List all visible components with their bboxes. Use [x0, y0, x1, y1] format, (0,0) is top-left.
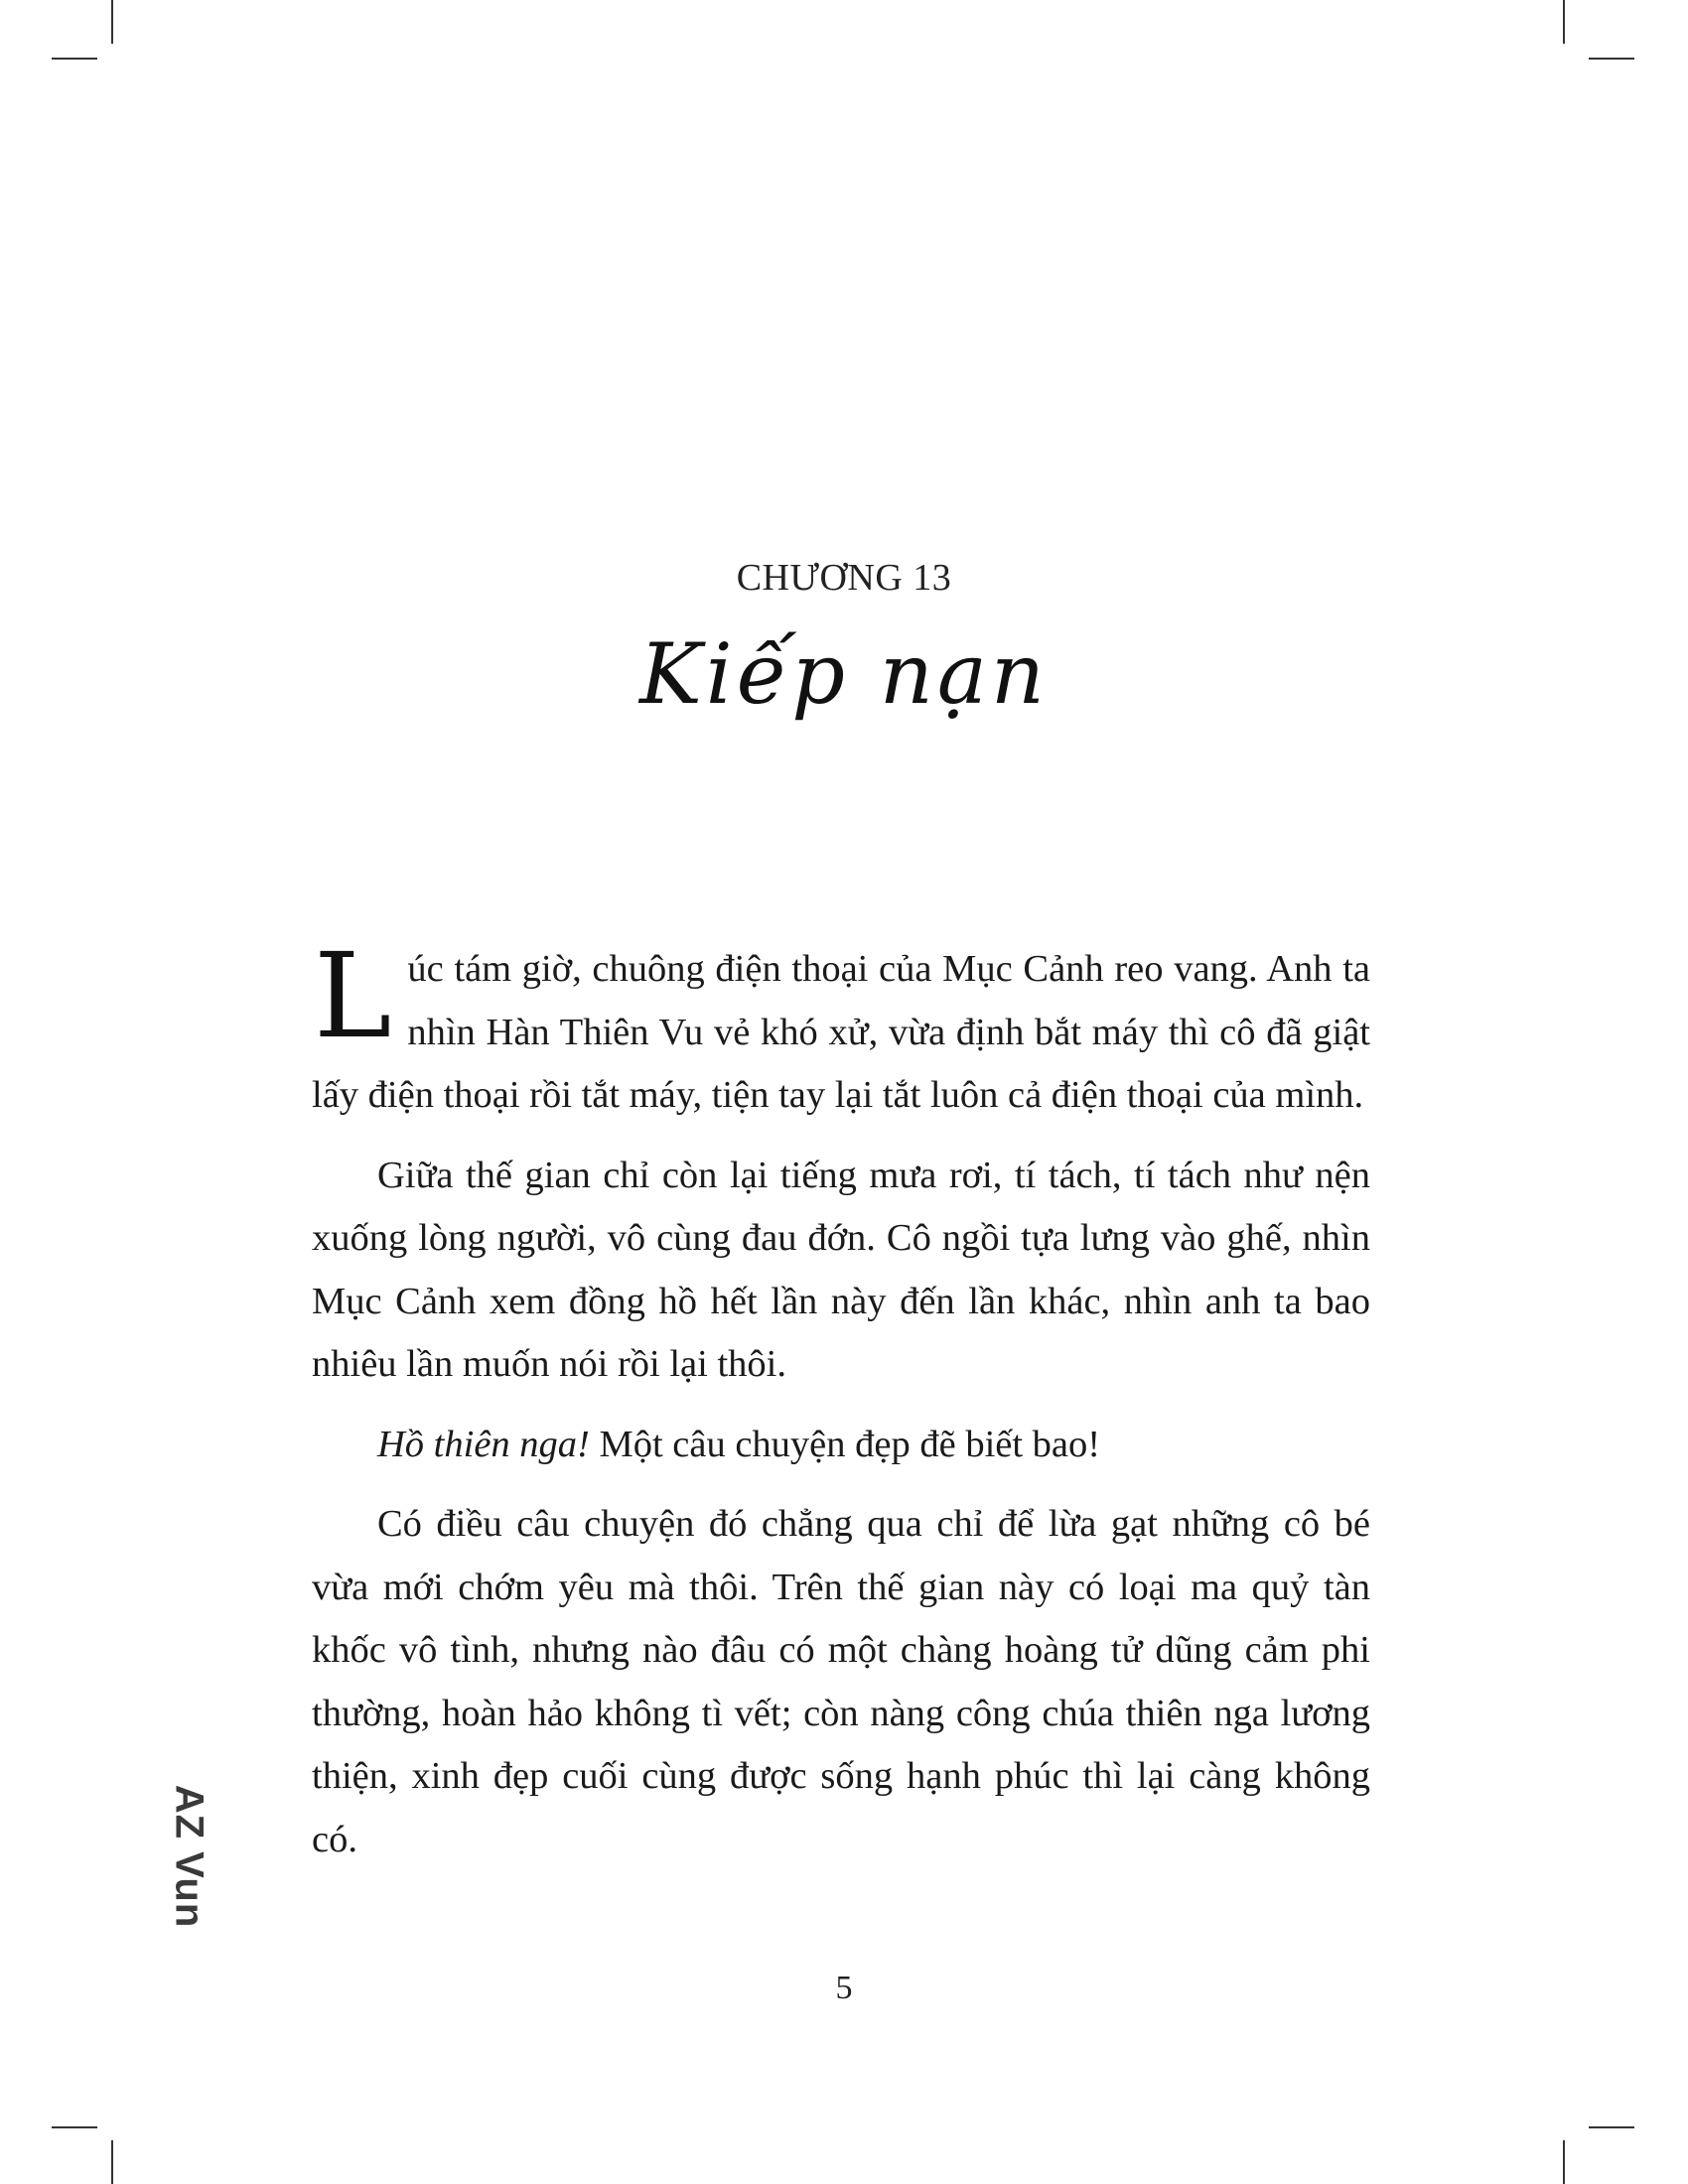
paragraph-4: Có điều câu chuyện đó chẳng qua chỉ để lừa gạt những cô bé vừa mới chớm yêu mà thôi. Trên thế gian này có loại ma quỷ tàn khốc vô tình, nhưng nào đâu có một chàng hoàng tử dũng cảm phi thường, hoàn hảo không tì vết; còn nàng công chúa thiên nga lương thiện, xinh đẹp cuối cùng được sống hạnh phúc thì lại càng không có.	[312, 1503, 1370, 1860]
paragraph-3-text: Một câu chuyện đẹp đẽ biết bao!	[589, 1423, 1101, 1465]
page-number: 5	[835, 1970, 853, 2006]
publisher-logo	[159, 1777, 218, 1936]
publisher-logo-text: AZ Vun	[167, 1784, 211, 1929]
chapter-title: Kiếp nạn	[638, 625, 1050, 723]
crop-mark-bottom-left-vertical	[111, 2140, 113, 2184]
body-text	[312, 927, 1370, 1888]
paragraph-3-italic: Hồ thiên nga!	[377, 1423, 590, 1465]
paragraph-1-text: úc tám giờ, chuông điện thoại của Mục Cảnh reo vang. Anh ta nhìn Hàn Thiên Vu vẻ khó xử, vừa định bắt máy thì cô đã giật lấy điện thoại rồi tắt máy, tiện tay lại tắt luôn cả điện thoại của mình.	[312, 948, 1370, 1116]
crop-mark-bottom-left-horizontal	[52, 2126, 97, 2128]
crop-mark-top-left-vertical	[111, 0, 113, 44]
crop-mark-top-left-horizontal	[52, 58, 97, 60]
crop-mark-bottom-right-vertical	[1563, 2140, 1565, 2184]
crop-mark-bottom-right-horizontal	[1589, 2126, 1634, 2128]
crop-mark-top-right-horizontal	[1589, 58, 1634, 60]
paragraph-3	[312, 1414, 1370, 1477]
paragraph-1	[312, 927, 1370, 1128]
crop-mark-top-right-vertical	[1563, 0, 1565, 44]
paragraph-2: Giữa thế gian chỉ còn lại tiếng mưa rơi, tí tách, tí tách như nện xuống lòng người, vô cùng đau đớn. Cô ngồi tựa lưng vào ghế, nhìn Mục Cảnh xem đồng hồ hết lần này đến lần khác, nhìn anh ta bao nhiêu lần muốn nói rồi lại thôi.	[312, 1154, 1370, 1385]
chapter-label: CHƯƠNG 13	[736, 557, 952, 599]
drop-cap: L	[314, 927, 392, 1064]
